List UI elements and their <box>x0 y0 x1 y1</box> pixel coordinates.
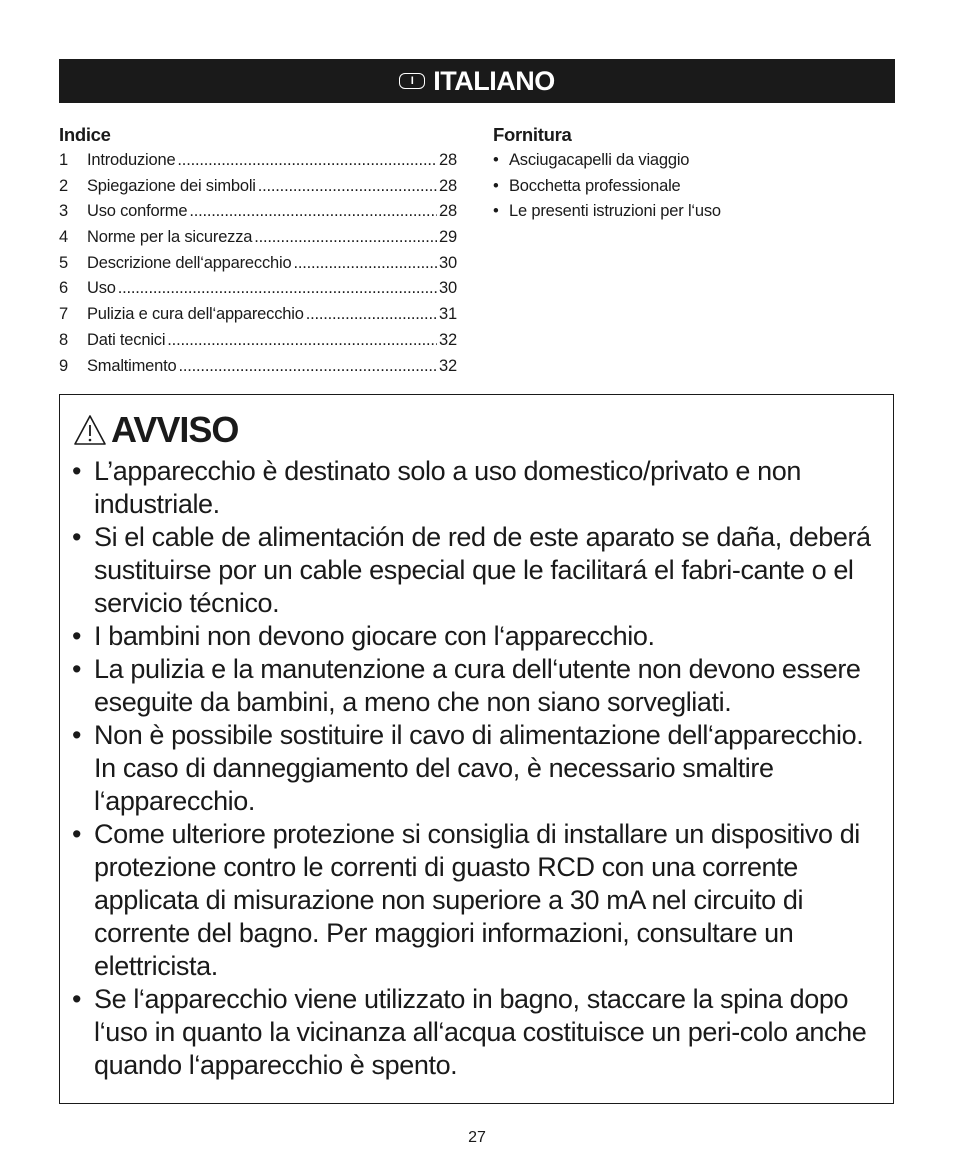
language-title: ITALIANO <box>433 65 555 96</box>
warning-item-text: La pulizia e la manutenzione a cura dell‘utente non devono essere eseguite da bambini, a meno che non siano sorvegliati. <box>94 654 861 717</box>
toc-entry[interactable] <box>59 202 457 228</box>
toc-entry-number: 1 <box>59 151 68 169</box>
toc-dot-leader <box>293 254 437 273</box>
toc-entry-page: 31 <box>439 305 457 324</box>
warning-title: AVVISO <box>111 409 239 450</box>
toc-dot-leader <box>306 305 437 324</box>
bullet: • <box>493 202 499 221</box>
toc-entry[interactable] <box>59 279 457 305</box>
bullet: • <box>72 984 82 1014</box>
toc-dot-leader <box>167 331 437 350</box>
toc-entry-label: Dati tecnici <box>87 330 166 349</box>
toc-entry-page: 30 <box>439 279 457 298</box>
warning-item <box>72 455 887 521</box>
bullet: • <box>72 654 82 684</box>
warning-item-text: I bambini non devono giocare con l‘apparecchio. <box>94 621 655 651</box>
warning-list <box>72 455 887 1082</box>
toc-entry-number: 9 <box>59 356 68 375</box>
toc-entry-page: 28 <box>439 151 457 169</box>
toc-entry-page: 28 <box>439 202 457 221</box>
toc-dot-leader <box>254 228 437 247</box>
supply-heading: Fornitura <box>493 124 572 145</box>
toc-entry[interactable] <box>59 228 457 254</box>
toc-entry-page: 32 <box>439 330 457 349</box>
toc-entry-page: 32 <box>439 356 457 375</box>
warning-item <box>72 719 887 818</box>
toc-dot-leader <box>118 279 437 298</box>
toc-entry[interactable] <box>59 305 457 331</box>
language-header-bar <box>59 59 895 103</box>
toc-entry-label: Smaltimento <box>87 356 177 375</box>
toc-heading: Indice <box>59 124 111 145</box>
bullet: • <box>72 819 82 849</box>
supply-item <box>493 177 873 203</box>
toc-entry-label: Descrizione dell‘apparecchio <box>87 253 292 272</box>
warning-item <box>72 983 887 1082</box>
warning-item <box>72 620 887 653</box>
toc-entry-label: Uso <box>87 279 116 298</box>
bullet: • <box>72 621 82 651</box>
toc-entry-page: 28 <box>439 176 457 195</box>
bullet: • <box>72 456 82 486</box>
bullet: • <box>493 151 499 169</box>
supply-item-text: Le presenti istruzioni per l‘uso <box>509 202 721 221</box>
language-badge: I <box>399 73 425 89</box>
warning-item-text: Se l‘apparecchio viene utilizzato in bagno, staccare la spina dopo l‘uso in quanto la vicinanza all‘acqua costituisce un peri-colo anche quando l‘apparecchio è spento. <box>94 984 867 1080</box>
warning-item <box>72 818 887 983</box>
toc-entry-label: Norme per la sicurezza <box>87 228 253 247</box>
warning-triangle-icon <box>73 414 107 446</box>
toc-entry-number: 8 <box>59 330 68 349</box>
warning-item-text: Come ulteriore protezione si consiglia di installare un dispositivo di protezione contro le correnti di guasto RCD con una corrente applicata di misurazione non superiore a 30 mA nel circuito di corrente del bagno. Per maggiori informazioni, consultare un elettricista. <box>94 819 860 981</box>
warning-heading <box>73 409 238 451</box>
warning-item-text: Non è possibile sostituire il cavo di alimentazione dell‘apparecchio. In caso di danneggiamento del cavo, è necessario smaltire l‘apparecchio. <box>94 720 864 816</box>
toc-entry[interactable] <box>59 357 457 383</box>
toc-entry-label: Introduzione <box>87 151 176 169</box>
warning-item-text: Si el cable de alimentación de red de este aparato se daña, deberá sustituirse por un cable especial que le facilitará el fabri-cante o el servicio técnico. <box>94 522 871 618</box>
bullet: • <box>72 522 82 552</box>
toc-entry-number: 3 <box>59 202 68 221</box>
toc-entry-label: Pulizia e cura dell‘apparecchio <box>87 305 304 324</box>
table-of-contents <box>59 124 457 382</box>
toc-entry-label: Uso conforme <box>87 202 188 221</box>
page-number: 27 <box>468 1129 486 1146</box>
toc-entry[interactable] <box>59 331 457 357</box>
toc-entry-number: 6 <box>59 279 68 298</box>
supply-section <box>493 124 873 228</box>
warning-item <box>72 521 887 620</box>
warning-item-text: L’apparecchio è destinato solo a uso domestico/privato e non industriale. <box>94 456 801 519</box>
toc-entry-page: 30 <box>439 253 457 272</box>
toc-entry-label: Spiegazione dei simboli <box>87 176 256 195</box>
bullet: • <box>493 176 499 195</box>
toc-dot-leader <box>177 151 437 170</box>
toc-dot-leader <box>189 202 437 221</box>
bullet: • <box>72 720 82 750</box>
toc-entry-number: 2 <box>59 176 68 195</box>
warning-box <box>59 394 894 1104</box>
toc-entry-number: 5 <box>59 253 68 272</box>
toc-dot-leader <box>179 357 438 376</box>
toc-entry-number: 4 <box>59 228 68 247</box>
toc-dot-leader <box>258 177 437 196</box>
warning-item <box>72 653 887 719</box>
toc-entry-number: 7 <box>59 305 68 324</box>
toc-entry[interactable] <box>59 254 457 280</box>
supply-item <box>493 151 873 177</box>
supply-item <box>493 202 873 228</box>
toc-entry[interactable] <box>59 177 457 203</box>
toc-entry[interactable] <box>59 151 457 177</box>
toc-entry-page: 29 <box>439 228 457 247</box>
supply-item-text: Asciugacapelli da viaggio <box>509 151 690 169</box>
supply-item-text: Bocchetta professionale <box>509 176 681 195</box>
